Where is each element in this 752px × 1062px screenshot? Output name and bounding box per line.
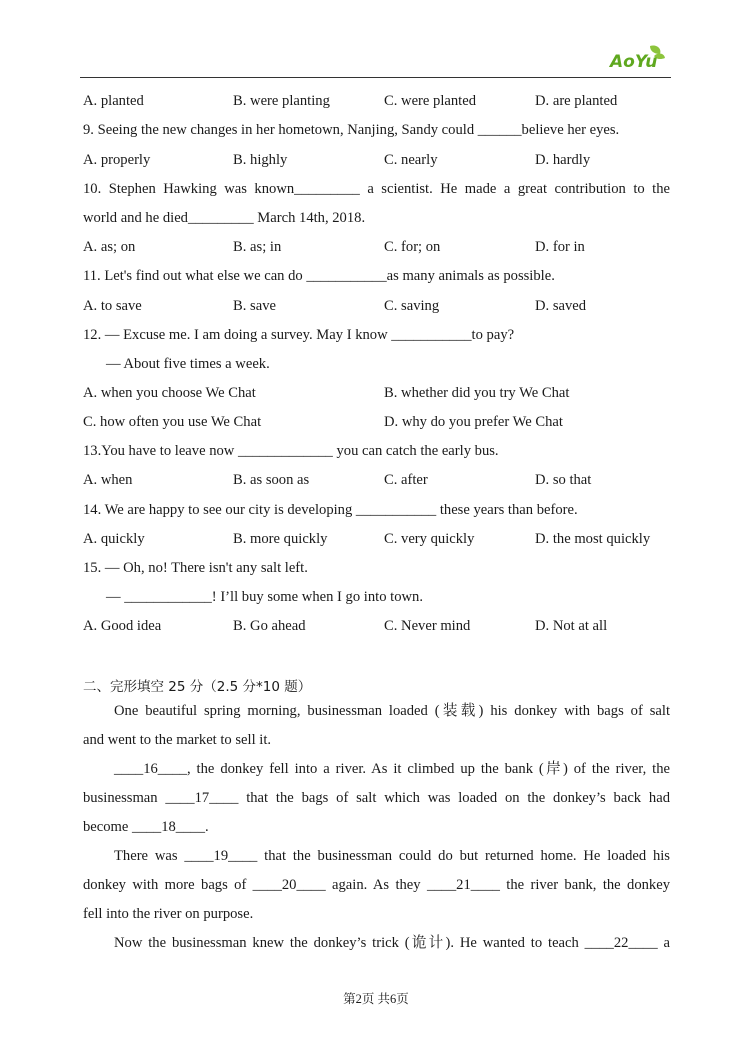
q12-stem-line-2: — About five times a week.	[106, 356, 270, 372]
q12-option-c: C. how often you use We Chat	[83, 414, 262, 430]
q14-option-a: A. quickly	[83, 531, 145, 547]
section-2-title: 二、完形填空 25 分（2.5 分*10 题）	[83, 679, 312, 695]
q15-stem-line-2: — ____________! I’ll buy some when I go into town.	[106, 589, 423, 605]
q14-option-c: C. very quickly	[384, 531, 475, 547]
q13-option-b: B. as soon as	[233, 472, 310, 488]
q12-stem-line-1: 12. — Excuse me. I am doing a survey. May I know ___________to pay?	[83, 327, 515, 343]
passage-line-3: ____16____, the donkey fell into a river. As it climbed up the bank (岸) of the river, the	[114, 761, 670, 777]
q9-stem: 9. Seeing the new changes in her hometown, Nanjing, Sandy could ______believe her eyes.	[83, 122, 620, 138]
q13-option-a: A. when	[83, 472, 133, 488]
q12-option-b: B. whether did you try We Chat	[384, 385, 570, 401]
q14-option-b: B. more quickly	[233, 531, 328, 547]
q15-option-a: A. Good idea	[83, 618, 162, 634]
page-number: 第2页 共6页	[343, 992, 409, 1006]
q9-option-a: A. properly	[83, 152, 151, 168]
q10-option-a: A. as; on	[83, 239, 136, 255]
q9-option-b: B. highly	[233, 152, 288, 168]
logo-text: AoYu	[610, 52, 658, 72]
q9-option-c: C. nearly	[384, 152, 438, 168]
q11-stem: 11. Let's find out what else we can do ___________as many animals as possible.	[83, 268, 555, 284]
passage-line-5: become ____18____.	[83, 819, 209, 835]
header-rule	[80, 77, 671, 78]
aoyu-logo	[610, 44, 666, 74]
q15-option-d: D. Not at all	[535, 618, 608, 634]
q11-option-c: C. saving	[384, 298, 440, 314]
q10-option-b: B. as; in	[233, 239, 282, 255]
passage-line-1: One beautiful spring morning, businessman loaded (装载) his donkey with bags of salt	[114, 703, 670, 719]
q9-option-d: D. hardly	[535, 152, 591, 168]
q10-option-d: D. for in	[535, 239, 585, 255]
q11-option-a: A. to save	[83, 298, 142, 314]
q12-option-d: D. why do you prefer We Chat	[384, 414, 563, 430]
q15-stem-line-1: 15. — Oh, no! There isn't any salt left.	[83, 560, 308, 576]
q15-option-b: B. Go ahead	[233, 618, 306, 634]
q8-option-c: C. were planted	[384, 93, 476, 109]
q8-option-d: D. are planted	[535, 93, 618, 109]
q12-option-a: A. when you choose We Chat	[83, 385, 256, 401]
q11-option-d: D. saved	[535, 298, 587, 314]
q13-stem: 13.You have to leave now _____________ you can catch the early bus.	[83, 443, 499, 459]
q8-option-b: B. were planting	[233, 93, 330, 109]
q10-option-c: C. for; on	[384, 239, 441, 255]
passage-line-2: and went to the market to sell it.	[83, 732, 272, 748]
q11-option-b: B. save	[233, 298, 276, 314]
q13-option-d: D. so that	[535, 472, 592, 488]
passage-line-7: donkey with more bags of ____20____ again. As they ____21____ the river bank, the donkey	[83, 877, 670, 893]
q10-stem-line-1: 10. Stephen Hawking was known_________ a scientist. He made a great contribution to the	[83, 181, 670, 197]
q15-option-c: C. Never mind	[384, 618, 471, 634]
passage-line-6: There was ____19____ that the businessman could do but returned home. He loaded his	[114, 848, 670, 864]
passage-line-4: businessman ____17____ that the bags of salt which was loaded on the donkey’s back had	[83, 790, 670, 806]
q14-option-d: D. the most quickly	[535, 531, 651, 547]
q14-stem: 14. We are happy to see our city is developing ___________ these years than before.	[83, 502, 578, 518]
q10-stem-line-2: world and he died_________ March 14th, 2018.	[83, 210, 366, 226]
passage-line-8: fell into the river on purpose.	[83, 906, 254, 922]
q13-option-c: C. after	[384, 472, 428, 488]
passage-line-9: Now the businessman knew the donkey’s trick (诡计). He wanted to teach ____22____ a	[114, 935, 670, 951]
q8-option-a: A. planted	[83, 93, 144, 109]
